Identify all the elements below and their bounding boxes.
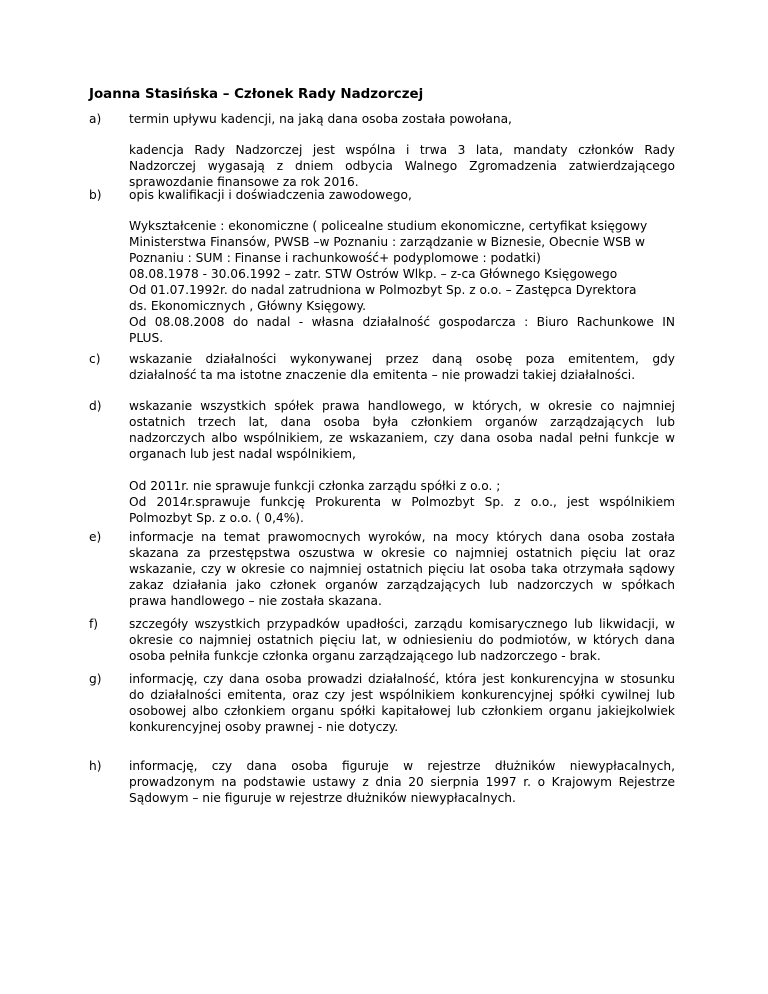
answer-line: ds. Ekonomicznych , Główny Księgowy. (129, 299, 367, 313)
page-title: Joanna Stasińska – Członek Rady Nadzorczej (89, 87, 424, 102)
answer-line: Ministerstwa Finansów, PWSB –w Poznaniu : zarządzanie w Biznesie, Obecnie WSB w (129, 235, 646, 249)
answer-line: PLUS. (129, 331, 164, 345)
item-text-line: do działalności emitenta, oraz czy jest wspólnikiem konkurencyjnej spółki cywilnej lub (129, 688, 675, 702)
answer-line: Wykształcenie : ekonomiczne ( policealne studium ekonomiczne, certyfikat księgowy (129, 219, 648, 233)
item-text-line: konkurencyjnej osoby prawnej - nie dotyczy. (129, 720, 399, 734)
item-question: termin upływu kadencji, na jaką dana osoba została powołana, (129, 112, 512, 126)
answer-line: Polmozbyt Sp. z o.o. ( 0,4%). (129, 511, 304, 525)
item-letter: b) (89, 188, 102, 202)
item-text-line: prowadzonym na podstawie ustawy z dnia 20 sierpnia 1997 r. o Krajowym Rejestrze (129, 775, 675, 789)
item-text-line: informację, czy dana osoba figuruje w rejestrze dłużników niewypłacalnych, (129, 759, 675, 773)
item-text-line: wskazanie wszystkich spółek prawa handlowego, w których, w okresie co najmniej (129, 399, 675, 413)
item-text-line: okresie co najmniej ostatnich pięciu lat, w odniesieniu do podmiotów, w których dana (129, 633, 675, 647)
answer-line: 08.08.1978 - 30.06.1992 – zatr. STW Ostrów Wlkp. – z-ca Głównego Księgowego (129, 267, 618, 281)
answer-line: Od 01.07.1992r. do nadal zatrudniona w Polmozbyt Sp. z o.o. – Zastępca Dyrektora (129, 283, 637, 297)
item-question: opis kwalifikacji i doświadczenia zawodowego, (129, 188, 412, 202)
item-text-line: ostatnich trzech lat, dana osoba była członkiem organów zarządzających lub (129, 415, 675, 429)
item-text-line: szczegóły wszystkich przypadków upadłości, zarządu komisarycznego lub likwidacji, w (129, 617, 675, 631)
item-text-line: osoba pełniła funkcje członka organu zarządzającego lub nadzorczego - brak. (129, 649, 601, 663)
item-letter: f) (89, 617, 99, 631)
item-letter: g) (89, 672, 102, 686)
answer-line: sprawozdanie finansowe za rok 2016. (129, 175, 359, 189)
item-letter: d) (89, 399, 102, 413)
answer-line: kadencja Rady Nadzorczej jest wspólna i trwa 3 lata, mandaty członków Rady (129, 143, 675, 157)
answer-line: Od 08.08.2008 do nadal - własna działalność gospodarcza : Biuro Rachunkowe IN (129, 315, 675, 329)
item-letter: a) (89, 112, 102, 126)
item-text-line: wskazanie, czy w okresie co najmniej ostatnich pięciu lat osoba taka otrzymała sądowy (129, 562, 675, 576)
item-text-line: zakaz działania jako członek organów zarządzających lub nadzorczych w spółkach (129, 578, 675, 592)
item-text-line: skazana za przestępstwa oszustwa w okresie co najmniej ostatnich pięciu lat oraz (129, 546, 675, 560)
item-text-line: prawa handlowego – nie została skazana. (129, 594, 382, 608)
item-text-line: osobowej albo członkiem organu spółki kapitałowej lub członkiem organu jakiejkolwiek (129, 704, 675, 718)
item-letter: e) (89, 530, 102, 544)
answer-line: Poznaniu : SUM : Finanse i rachunkowość+ podyplomowe : podatki) (129, 251, 541, 265)
item-text-line: Sądowym – nie figuruje w rejestrze dłużników niewypłacalnych. (129, 791, 516, 805)
item-text-line: organach lub jest nadal wspólnikiem, (129, 447, 356, 461)
item-letter: c) (89, 352, 101, 366)
item-text-line: informacje na temat prawomocnych wyroków, na mocy których dana osoba została (129, 530, 675, 544)
item-letter: h) (89, 759, 102, 773)
item-text-line: nadzorczych albo wspólnikiem, ze wskazaniem, czy dana osoba nadal pełni funkcje w (129, 431, 675, 445)
answer-line: Od 2014r.sprawuje funkcję Prokurenta w Polmozbyt Sp. z o.o., jest wspólnikiem (129, 495, 675, 509)
item-text-line: działalność ta ma istotne znaczenie dla emitenta – nie prowadzi takiej działalności. (129, 368, 636, 382)
item-text-line: wskazanie działalności wykonywanej przez daną osobę poza emitentem, gdy (129, 352, 675, 366)
item-text-line: informację, czy dana osoba prowadzi działalność, która jest konkurencyjna w stosunku (129, 672, 675, 686)
answer-line: Nadzorczej wygasają z dniem odbycia Walnego Zgromadzenia zatwierdzającego (129, 159, 675, 173)
answer-line: Od 2011r. nie sprawuje funkcji członka zarządu spółki z o.o. ; (129, 479, 501, 493)
